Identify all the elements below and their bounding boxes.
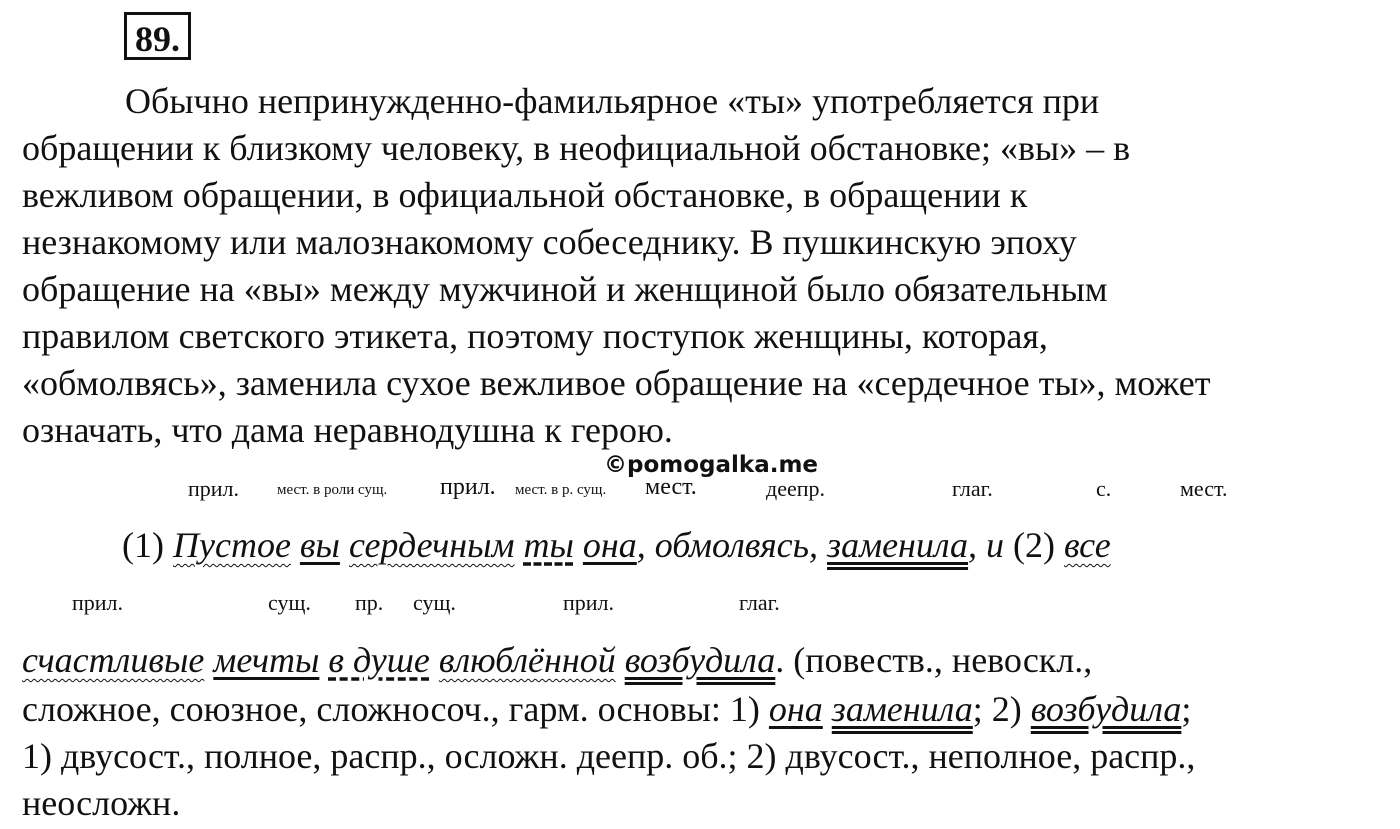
punctuation: , [968,525,978,565]
paragraph-line: вежливом обращении, в официальной обстановке, в обращении к [22,175,1028,215]
pos-label: прил. [72,590,124,615]
clause-number: (1) [122,525,164,565]
word-predicate: заменила [827,525,969,565]
analysis-text: ; [1181,689,1192,729]
analysis-line: неосложн. [22,783,181,823]
word-definition: все [1064,525,1111,565]
pos-label: сущ. [268,590,311,615]
pos-label: мест. в роли сущ. [277,482,388,498]
pos-label: глаг. [739,590,780,615]
sentence-line-1 [122,522,1111,569]
predicate-ref: возбудила [1030,689,1182,729]
main-paragraph [22,78,1382,454]
predicate-ref: заменила [831,689,973,729]
analysis-text: сложное, союзное, сложносоч., гарм. основы: 1) [22,689,769,729]
word-object: ты [523,525,574,565]
paragraph-line: Обычно непринужденно-фамильярное «ты» употребляется при [125,81,1100,121]
clause-number: (2) [1013,525,1056,565]
pos-label: мест. [1180,476,1228,501]
word-predicate: возбудила [624,640,776,680]
analysis-block [22,686,1382,827]
pos-label: прил. [440,474,496,500]
analysis-line: 1) двусост., полное, распр., осложн. деепр. об.; 2) двусост., неполное, распр., [22,736,1196,776]
pos-label: прил. [563,590,615,615]
pos-label: сущ. [413,590,456,615]
pos-label: мест. в р. сущ. [515,482,607,498]
paragraph-line: обращении к близкому человеку, в неофициальной обстановке; «вы» – в [22,128,1131,168]
analysis-text: ; 2) [972,689,1031,729]
paragraph-line: правилом светского этикета, поэтому поступок женщины, которая, [22,316,1048,356]
word-definition: Пустое [172,525,291,565]
analysis-text: . (повеств., невоскл., [775,640,1093,680]
paragraph-line: «обмолвясь», заменила сухое вежливое обращение на «сердечное ты», может [22,363,1211,403]
paragraph-line: обращение на «вы» между мужчиной и женщиной было обязательным [22,269,1108,309]
word-circumstance: в душе [328,640,430,680]
word-definition: счастливые [22,640,205,680]
punctuation: , [636,525,646,565]
conjunction: и [986,525,1005,565]
analysis-line [22,686,1382,733]
pos-labels-row-1 [0,476,1400,506]
word-subject: мечты [213,640,320,680]
pos-label: прил. [188,476,240,501]
exercise-number: 89. [124,12,191,60]
word-definition: сердечным [348,525,515,565]
pos-label: мест. [645,474,697,500]
pos-label: деепр. [766,476,825,501]
sentence-line-2 [22,637,1092,684]
word-circumstance: обмолвясь, [654,525,819,565]
pos-label: пр. [355,590,384,615]
pos-labels-row-2 [0,590,1400,620]
paragraph-line: незнакомому или малознакомому собеседнику. В пушкинскую эпоху [22,222,1077,262]
watermark: ©pomogalka.me [604,452,819,478]
word-subject: она [582,525,637,565]
paragraph-line: означать, что дама неравнодушна к герою. [22,410,673,450]
subject-ref: она [768,689,823,729]
word-subject: вы [299,525,340,565]
pos-label: с. [1096,476,1112,501]
pos-label: глаг. [952,476,993,501]
word-definition: влюблённой [438,640,616,680]
